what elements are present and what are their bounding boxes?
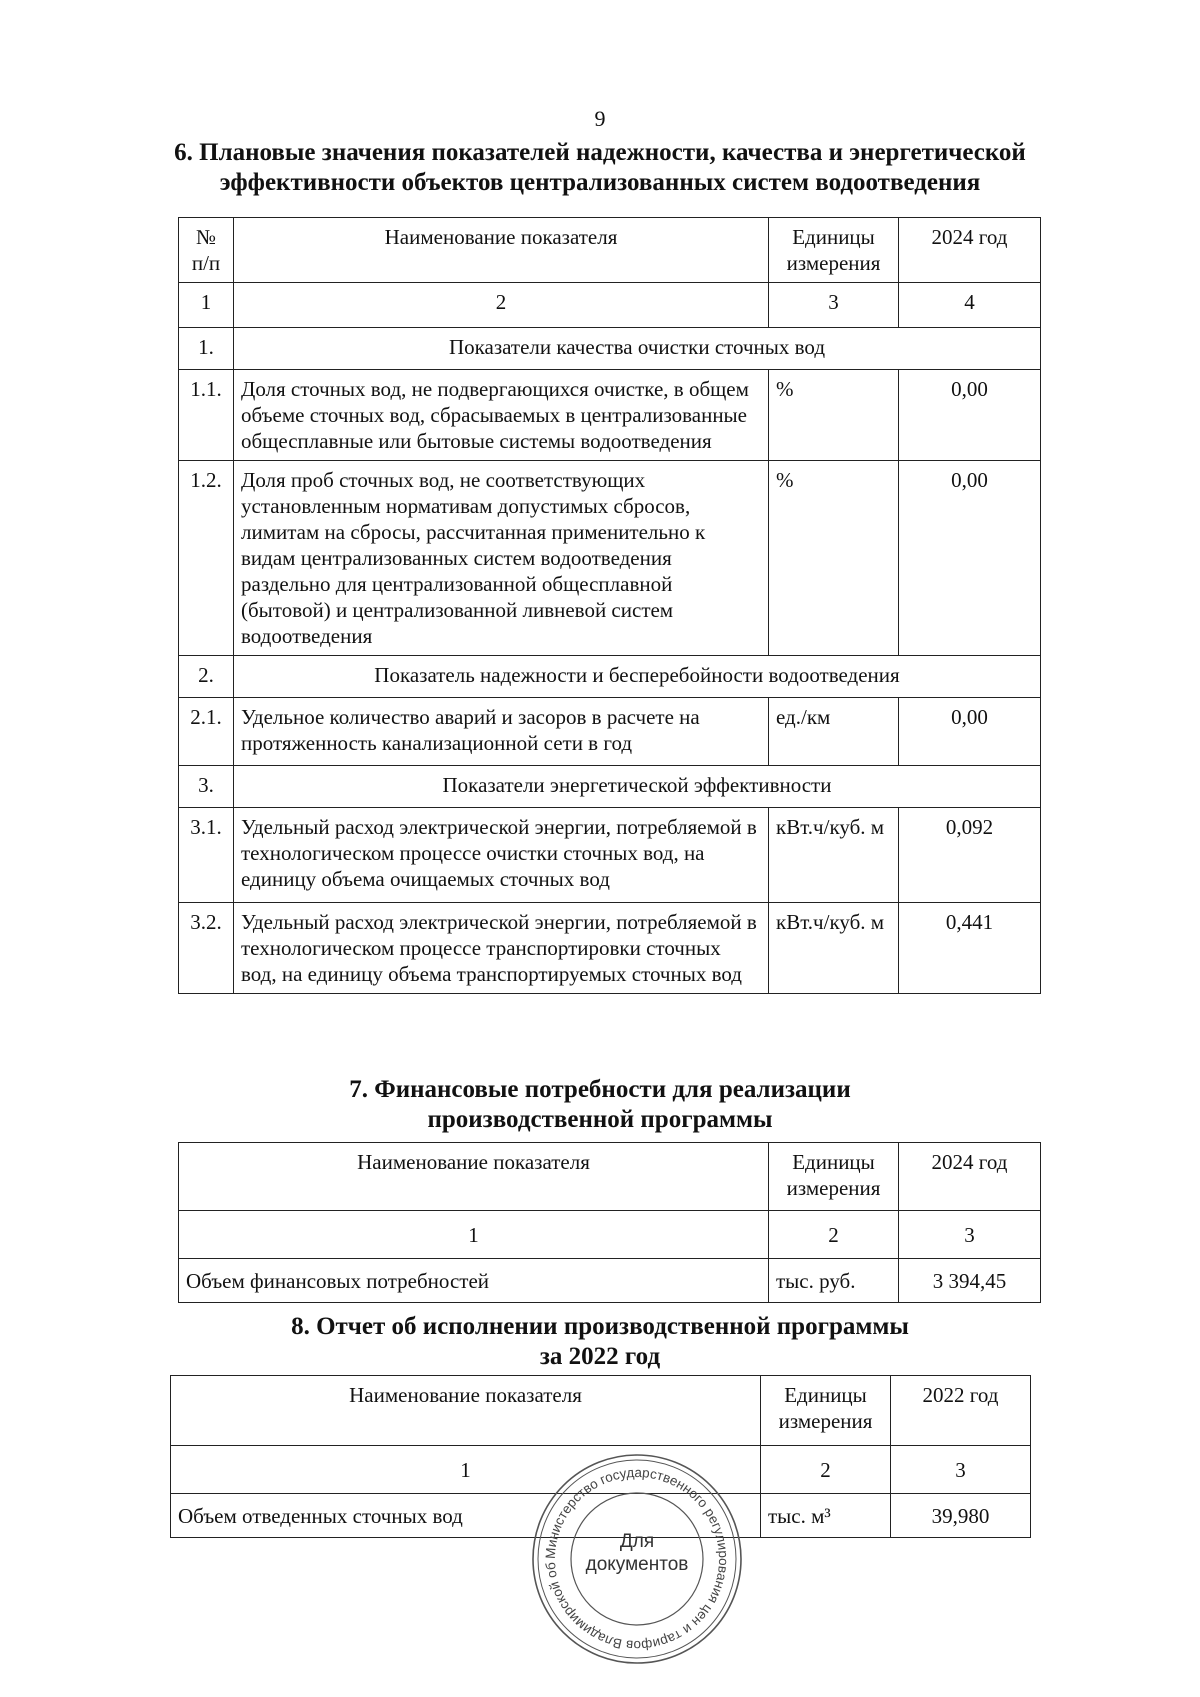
header-year: 2022 год bbox=[891, 1376, 1031, 1446]
row-unit: кВт.ч/куб. м bbox=[769, 808, 899, 903]
row-unit: % bbox=[769, 370, 899, 461]
section-6-title-line1: 6. Плановые значения показателей надежности, качества и энергетической bbox=[174, 139, 1026, 166]
index-cell: 2 bbox=[234, 283, 769, 328]
row-name: Удельное количество аварий и засоров в расчете на протяженность канализационной сети в год bbox=[234, 698, 769, 766]
group-title: Показатели энергетической эффективности bbox=[234, 766, 1041, 808]
index-cell: 3 bbox=[769, 283, 899, 328]
header-year: 2024 год bbox=[899, 218, 1041, 283]
row-value: 0,00 bbox=[899, 370, 1041, 461]
header-name: Наименование показателя bbox=[234, 218, 769, 283]
row-num: 1.2. bbox=[179, 461, 234, 656]
row-name: Объем финансовых потребностей bbox=[179, 1259, 769, 1303]
table-header-row bbox=[179, 1143, 1041, 1211]
header-num: № п/п bbox=[179, 218, 234, 283]
table-row bbox=[179, 1259, 1041, 1303]
group-num: 2. bbox=[179, 656, 234, 698]
row-value: 3 394,45 bbox=[899, 1259, 1041, 1303]
index-row bbox=[179, 283, 1041, 328]
table-row bbox=[179, 698, 1041, 766]
row-value: 0,092 bbox=[899, 808, 1041, 903]
table-row bbox=[179, 461, 1041, 656]
table-header-row bbox=[171, 1376, 1031, 1446]
section-6-title bbox=[0, 138, 1200, 198]
row-unit: % bbox=[769, 461, 899, 656]
group-row bbox=[179, 766, 1041, 808]
section-7-title-line1: 7. Финансовые потребности для реализации bbox=[349, 1076, 851, 1103]
row-unit: тыс. руб. bbox=[769, 1259, 899, 1303]
row-value: 0,00 bbox=[899, 461, 1041, 656]
row-name: Доля сточных вод, не подвергающихся очистке, в общем объеме сточных вод, сбрасываемых в централизованные общесплавные или бытовые системы водоотведения bbox=[234, 370, 769, 461]
page-number: 9 bbox=[594, 106, 606, 131]
row-name: Объем отведенных сточных вод bbox=[171, 1494, 761, 1538]
header-unit: Единицы измерения bbox=[769, 218, 899, 283]
index-cell: 3 bbox=[891, 1446, 1031, 1494]
stamp-ring-text: Министерство государственного регулирования цен и тарифов Владимирской об bbox=[542, 1464, 732, 1654]
header-name: Наименование показателя bbox=[171, 1376, 761, 1446]
index-row bbox=[179, 1211, 1041, 1259]
table-row bbox=[179, 808, 1041, 903]
header-unit: Единицы измерения bbox=[761, 1376, 891, 1446]
row-value: 0,441 bbox=[899, 903, 1041, 994]
row-unit: тыс. м³ bbox=[761, 1494, 891, 1538]
header-year: 2024 год bbox=[899, 1143, 1041, 1211]
row-num: 3.2. bbox=[179, 903, 234, 994]
row-name: Доля проб сточных вод, не соответствующих установленным нормативам допустимых сбросов, лимитам на сбросы, рассчитанная применительно к видам централизованных систем водоотведения раздельно для централизованной общесплавной (бытовой) и централизованной ливневой систем водоотведения bbox=[234, 461, 769, 656]
index-cell: 1 bbox=[179, 283, 234, 328]
index-cell: 2 bbox=[769, 1211, 899, 1259]
group-row bbox=[179, 328, 1041, 370]
section-7-title-line2: производственной программы bbox=[427, 1106, 773, 1133]
index-cell: 1 bbox=[179, 1211, 769, 1259]
group-row bbox=[179, 656, 1041, 698]
header-unit: Единицы измерения bbox=[769, 1143, 899, 1211]
section-8-title-line1: 8. Отчет об исполнении производственной программы bbox=[291, 1313, 909, 1340]
official-stamp bbox=[528, 1450, 746, 1668]
table-row bbox=[179, 903, 1041, 994]
index-cell: 4 bbox=[899, 283, 1041, 328]
section-7-title bbox=[0, 1075, 1200, 1135]
index-cell: 2 bbox=[761, 1446, 891, 1494]
group-num: 3. bbox=[179, 766, 234, 808]
table-header-row bbox=[179, 218, 1041, 283]
index-cell: 3 bbox=[899, 1211, 1041, 1259]
row-value: 39,980 bbox=[891, 1494, 1031, 1538]
financial-needs-table bbox=[178, 1142, 1041, 1303]
group-title: Показатели качества очистки сточных вод bbox=[234, 328, 1041, 370]
header-name: Наименование показателя bbox=[179, 1143, 769, 1211]
stamp-center-text bbox=[528, 1530, 746, 1576]
stamp-center-line2: документов bbox=[585, 1554, 689, 1575]
row-unit: ед./км bbox=[769, 698, 899, 766]
row-value: 0,00 bbox=[899, 698, 1041, 766]
section-8-title bbox=[0, 1312, 1200, 1372]
section-8-title-line2: за 2022 год bbox=[539, 1343, 661, 1370]
group-title: Показатель надежности и бесперебойности водоотведения bbox=[234, 656, 1041, 698]
row-num: 1.1. bbox=[179, 370, 234, 461]
row-num: 2.1. bbox=[179, 698, 234, 766]
table-row bbox=[179, 370, 1041, 461]
row-num: 3.1. bbox=[179, 808, 234, 903]
stamp-center-line1: Для bbox=[619, 1531, 655, 1552]
group-num: 1. bbox=[179, 328, 234, 370]
row-name: Удельный расход электрической энергии, потребляемой в технологическом процессе транспортировки сточных вод, на единицу объема транспортируемых сточных вод bbox=[234, 903, 769, 994]
index-cell: 1 bbox=[171, 1446, 761, 1494]
row-name: Удельный расход электрической энергии, потребляемой в технологическом процессе очистки сточных вод, на единицу объема очищаемых сточных вод bbox=[234, 808, 769, 903]
row-unit: кВт.ч/куб. м bbox=[769, 903, 899, 994]
reliability-indicators-table bbox=[178, 217, 1041, 994]
section-6-title-line2: эффективности объектов централизованных систем водоотведения bbox=[219, 169, 981, 196]
